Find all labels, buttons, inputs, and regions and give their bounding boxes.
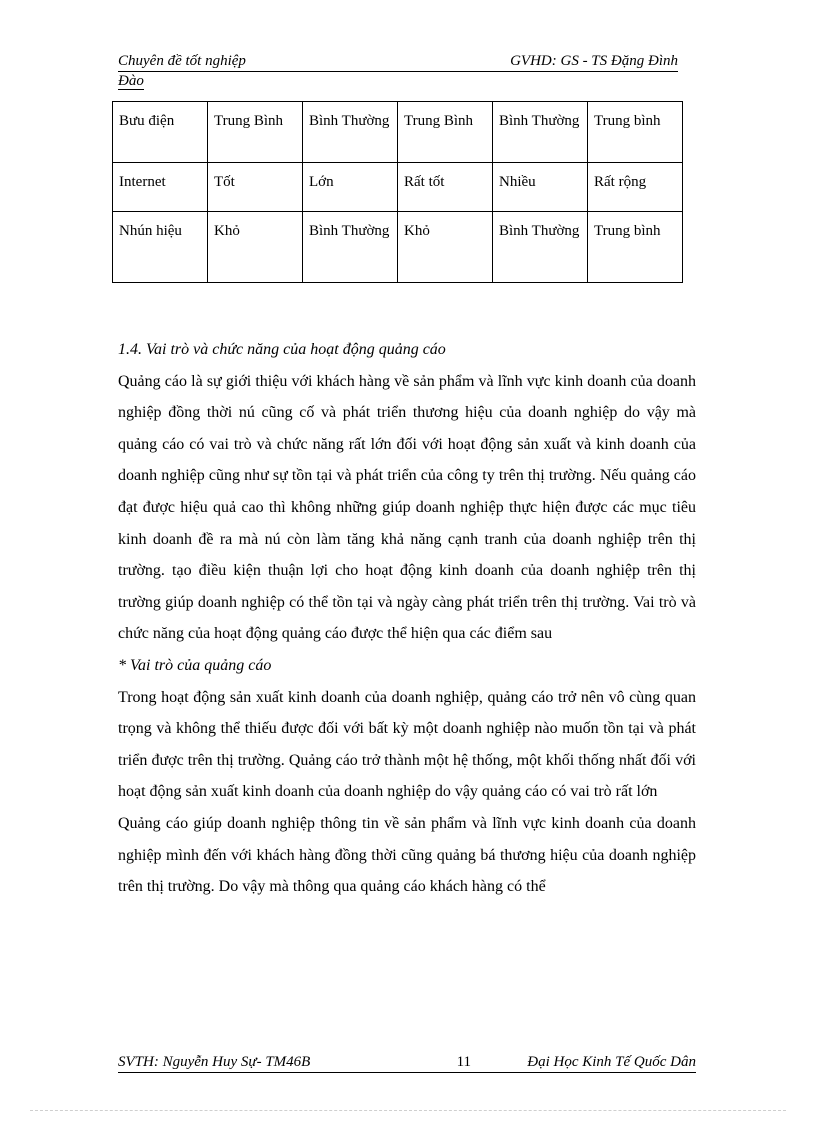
table-row [113,163,683,212]
section-subtitle: * Vai trò của quảng cáo [118,656,272,674]
table-cell: Internet [113,163,208,212]
table-cell: Khỏ [208,212,303,283]
page-edge-divider [30,1110,786,1111]
table-cell: Khỏ [398,212,493,283]
table-cell: Rất tốt [398,163,493,212]
paragraph: Quảng cáo là sự giới thiệu với khách hàng về sản phẩm và lĩnh vực kinh doanh của doanh nghiệp đồng thời nú cũng cố và phát triển thương hiệu của doanh nghiệp do vậy mà quảng cáo có vai trò và chức năng rất lớn đối với hoạt động sản xuất và kinh doanh của doanh nghiệp cũng như sự tồn tại và phát triển của công ty trên thị trường. Nếu quảng cáo đạt được hiệu quả cao thì không những giúp doanh nghiệp thực hiện được các mục tiêu kinh doanh đề ra mà nú còn làm tăng khả năng cạnh tranh của doanh nghiệp trên thị trường. tạo điều kiện thuận lợi cho hoạt động kinh doanh của doanh nghiệp trên thị trường giúp doanh nghiệp có thể tồn tại và ngày càng phát triển trên thị trường. Vai trò và chức năng của hoạt động quảng cáo được thể hiện qua các điểm sau [118,372,696,643]
table-row [113,102,683,163]
comparison-table [112,101,683,283]
table-cell: Trung Bình [398,102,493,163]
table-cell: Tốt [208,163,303,212]
table-cell: Bình Thường [303,212,398,283]
table-cell: Trung bình [588,212,683,283]
section-title: 1.4. Vai trò và chức năng của hoạt động quảng cáo [118,341,446,358]
table-cell: Trung bình [588,102,683,163]
footer-author: SVTH: Nguyễn Huy Sự- TM46B [118,1054,311,1070]
header-row [118,52,678,72]
table-cell: Nhiều [493,163,588,212]
header-row-2 [118,72,678,91]
header-left: Chuyên đề tốt nghiệp [118,53,246,69]
body-text [118,334,696,903]
table-cell: Nhún hiệu [113,212,208,283]
page-number: 11 [456,1054,472,1070]
page-header [118,52,678,91]
table-cell: Trung Bình [208,102,303,163]
page-footer [118,1052,696,1073]
header-right: GVHD: GS - TS Đặng Đình [510,53,678,69]
table-cell: Bình Thường [303,102,398,163]
table-cell: Bình Thường [493,102,588,163]
table-cell: Lớn [303,163,398,212]
table-cell: Bưu điện [113,102,208,163]
footer-school: Đại Học Kinh Tế Quốc Dân [527,1054,696,1070]
table-cell: Bình Thường [493,212,588,283]
paragraph: Quảng cáo giúp doanh nghiệp thông tin về sản phẩm và lĩnh vực kinh doanh của doanh nghiệp mình đến với khách hàng đồng thời cũng quảng bá thương hiệu của doanh nghiệp trên thị trường. Do vậy mà thông qua quảng cáo khách hàng có thể [118,814,696,896]
table-cell: Rất rộng [588,163,683,212]
header-right-cont: Đào [118,73,144,89]
paragraph: Trong hoạt động sản xuất kinh doanh của doanh nghiệp, quảng cáo trở nên vô cùng quan trọng và không thể thiếu được đối với bất kỳ một doanh nghiệp nào muốn tồn tại và phát triển được trên thị trường. Quảng cáo trở thành một hệ thống, một khối thống nhất đối với hoạt động sản xuất kinh doanh của doanh nghiệp do vậy quảng cáo có vai trò rất lớn [118,688,696,801]
table-row [113,212,683,283]
